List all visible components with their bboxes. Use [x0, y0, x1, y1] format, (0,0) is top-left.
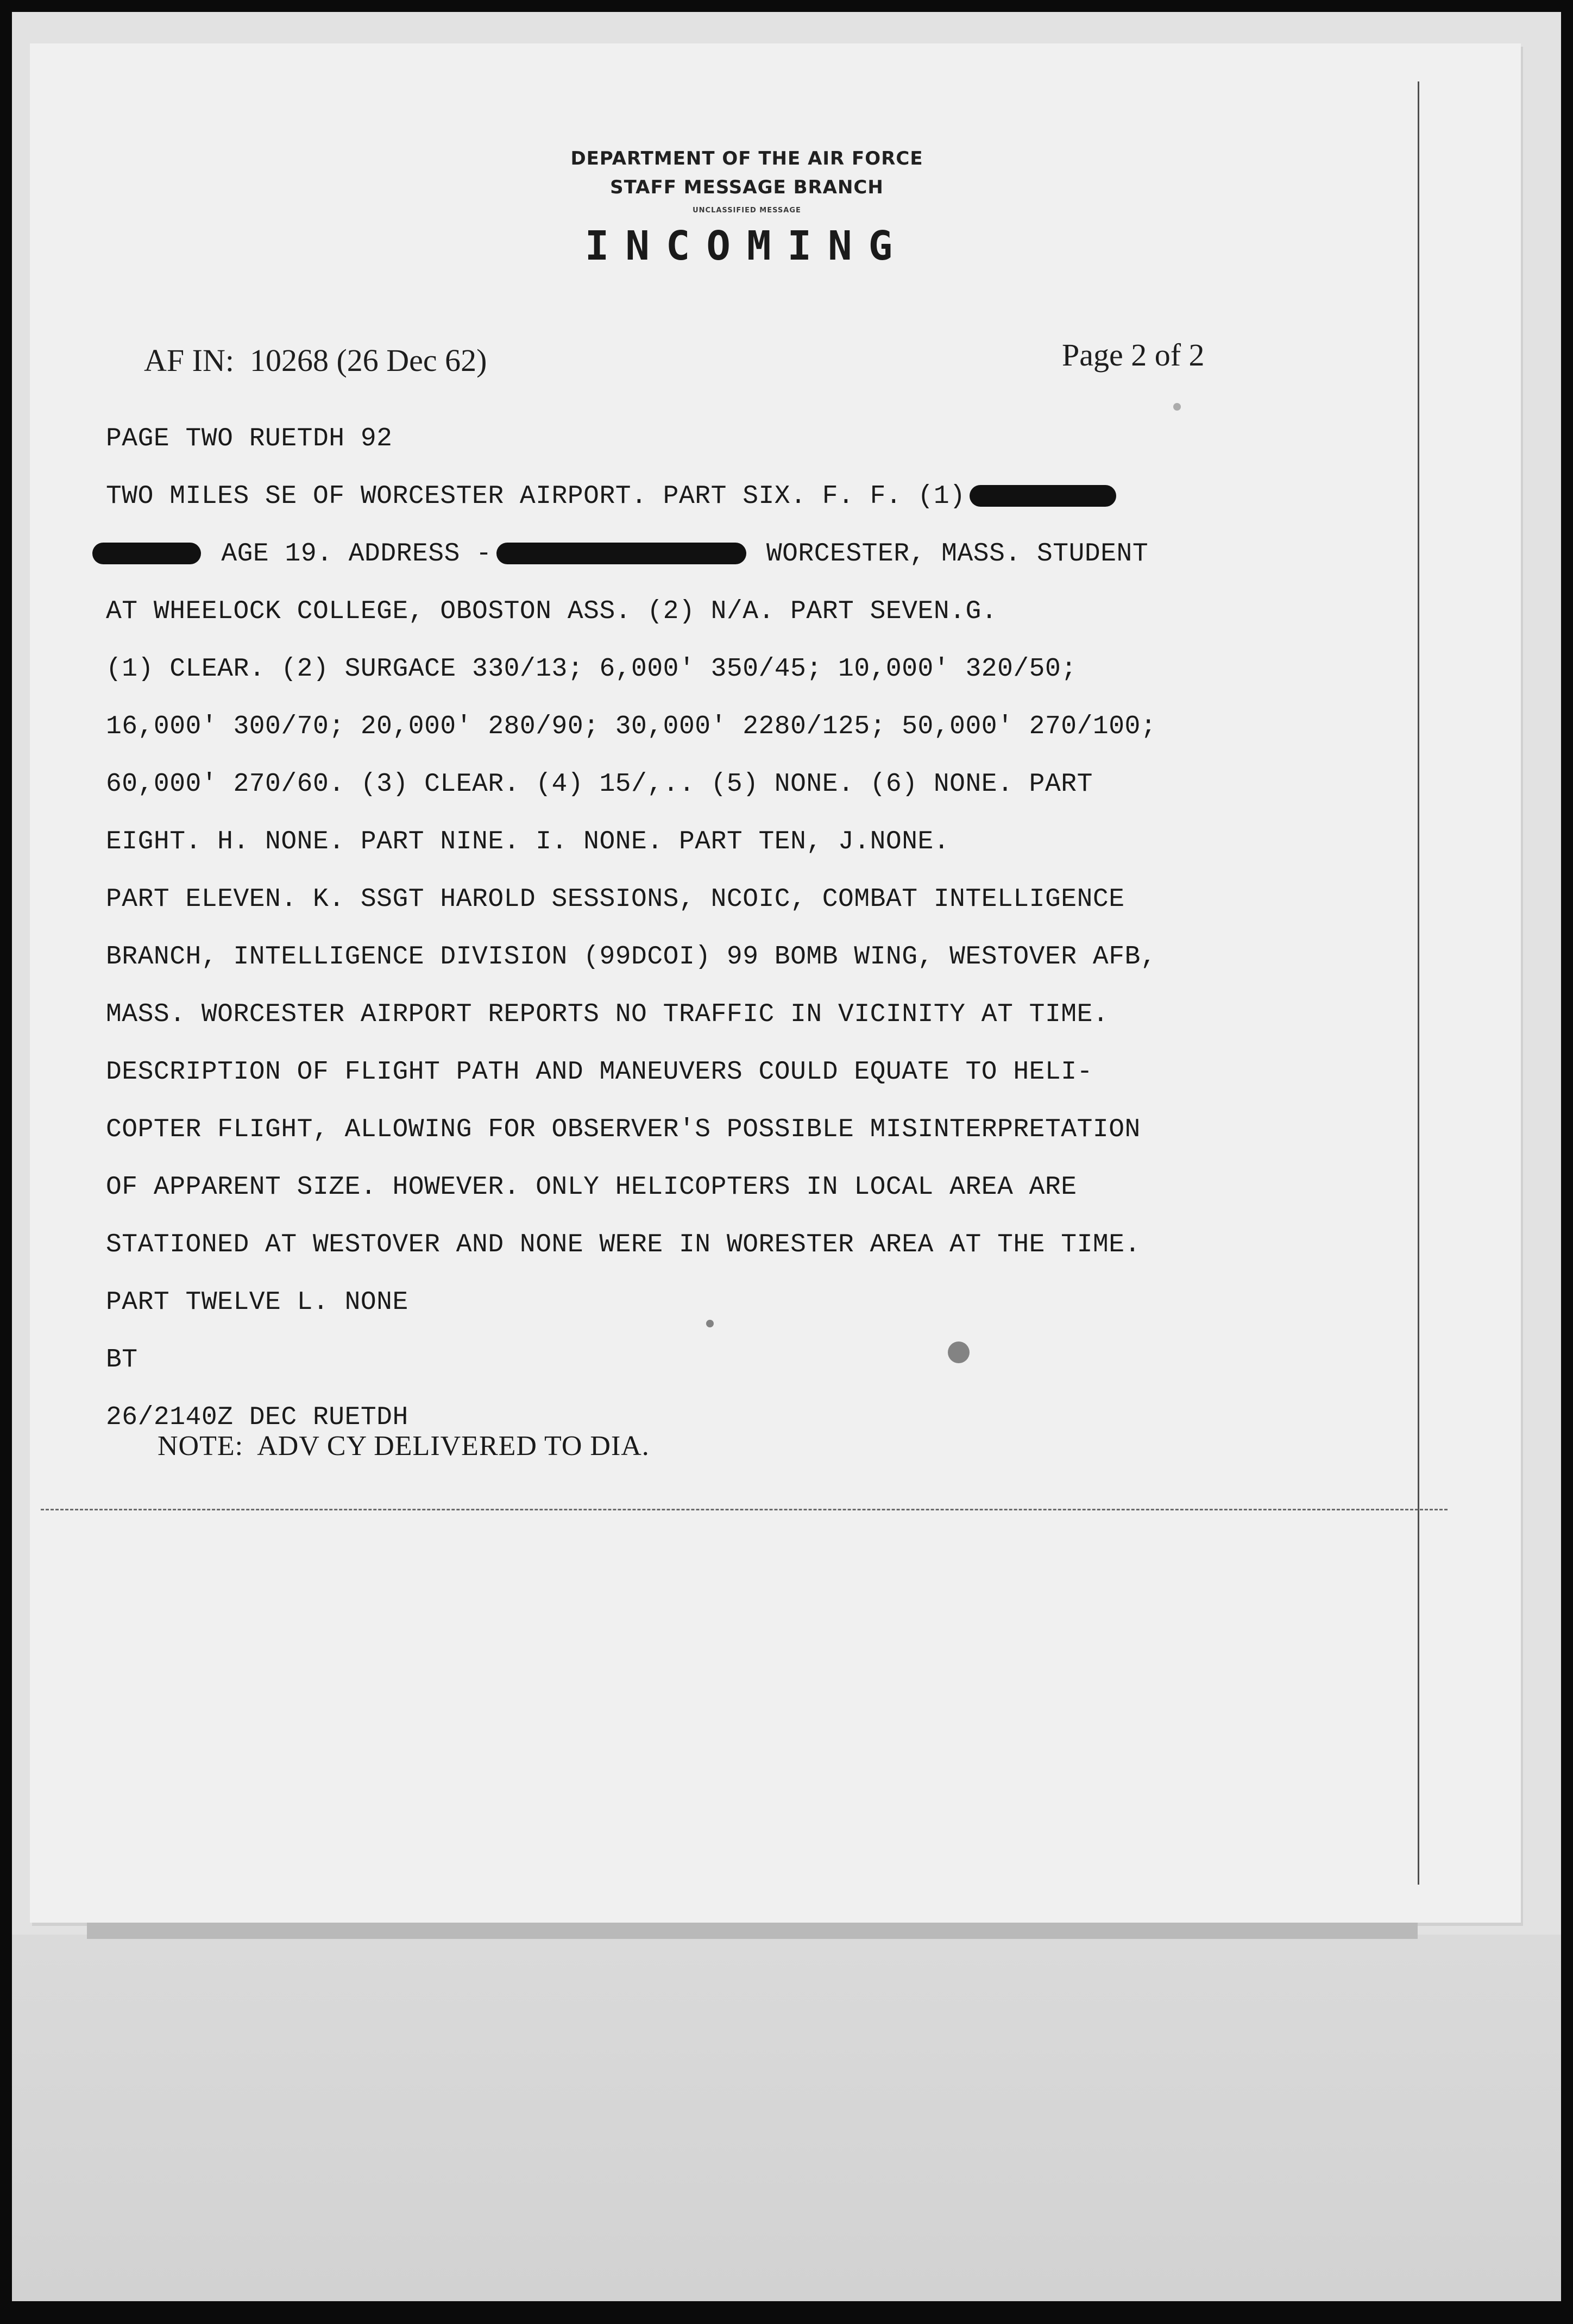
page-number: Page 2 of 2 — [1062, 337, 1205, 373]
ink-smudge — [1173, 403, 1181, 411]
redaction-mark — [496, 543, 746, 564]
body-line: COPTER FLIGHT, ALLOWING FOR OBSERVER'S POSSIBLE MISINTERPRETATION — [106, 1115, 1141, 1144]
body-line — [106, 525, 1355, 583]
delivery-note: NOTE: ADV CY DELIVERED TO DIA. — [158, 1431, 650, 1462]
body-line: 16,000' 300/70; 20,000' 280/90; 30,000' 2280/125; 50,000' 270/100; — [106, 712, 1157, 741]
ink-smudge — [706, 1320, 714, 1327]
body-line: 26/2140Z DEC RUETDH — [106, 1403, 408, 1432]
mount-lower-area — [12, 1935, 1561, 2301]
body-line: OF APPARENT SIZE. HOWEVER. ONLY HELICOPTERS IN LOCAL AREA ARE — [106, 1173, 1077, 1202]
body-line: (1) CLEAR. (2) SURGACE 330/13; 6,000' 350/45; 10,000' 320/50; — [106, 654, 1077, 684]
body-line: BRANCH, INTELLIGENCE DIVISION (99DCOI) 99 BOMB WING, WESTOVER AFB, — [106, 942, 1157, 972]
sheet-shadow — [87, 1923, 1418, 1939]
af-in-reference: AF IN: 10268 (26 Dec 62) — [144, 343, 487, 378]
body-line: 60,000' 270/60. (3) CLEAR. (4) 15/,.. (5) NONE. (6) NONE. PART — [106, 770, 1093, 799]
department-heading: DEPARTMENT OF THE AIR FORCE — [570, 148, 923, 169]
body-line: STATIONED AT WESTOVER AND NONE WERE IN WORESTER AREA AT THE TIME. — [106, 1230, 1141, 1259]
redaction-mark — [92, 543, 201, 564]
ink-smudge — [948, 1342, 970, 1363]
body-line: AT WHEELOCK COLLEGE, OBOSTON ASS. (2) N/A. PART SEVEN.G. — [106, 597, 998, 626]
body-line — [106, 468, 1355, 525]
body-line: DESCRIPTION OF FLIGHT PATH AND MANEUVERS COULD EQUATE TO HELI- — [106, 1057, 1093, 1087]
message-body — [106, 410, 1355, 1446]
body-line: PAGE TWO RUETDH 92 — [106, 424, 393, 454]
body-line: MASS. WORCESTER AIRPORT REPORTS NO TRAFFIC IN VICINITY AT TIME. — [106, 1000, 1109, 1029]
body-line: BT — [106, 1345, 138, 1375]
classification-stamp: UNCLASSIFIED MESSAGE — [693, 206, 801, 215]
body-line-text: AGE 19. ADDRESS - — [221, 539, 492, 569]
redaction-mark — [970, 485, 1116, 507]
body-line: EIGHT. H. NONE. PART NINE. I. NONE. PART TEN, J.NONE. — [106, 827, 950, 856]
sheet-edge-rule — [1418, 81, 1419, 1885]
body-line-text: WORCESTER, MASS. STUDENT — [766, 539, 1149, 569]
tear-line — [41, 1509, 1448, 1510]
body-line: PART TWELVE L. NONE — [106, 1288, 408, 1317]
branch-heading: STAFF MESSAGE BRANCH — [610, 177, 884, 198]
body-line-text: TWO MILES SE OF WORCESTER AIRPORT. PART SIX. F. F. (1) — [106, 482, 966, 511]
incoming-title: INCOMING — [584, 223, 909, 269]
body-line: PART ELEVEN. K. SSGT HAROLD SESSIONS, NCOIC, COMBAT INTELLIGENCE — [106, 885, 1125, 914]
